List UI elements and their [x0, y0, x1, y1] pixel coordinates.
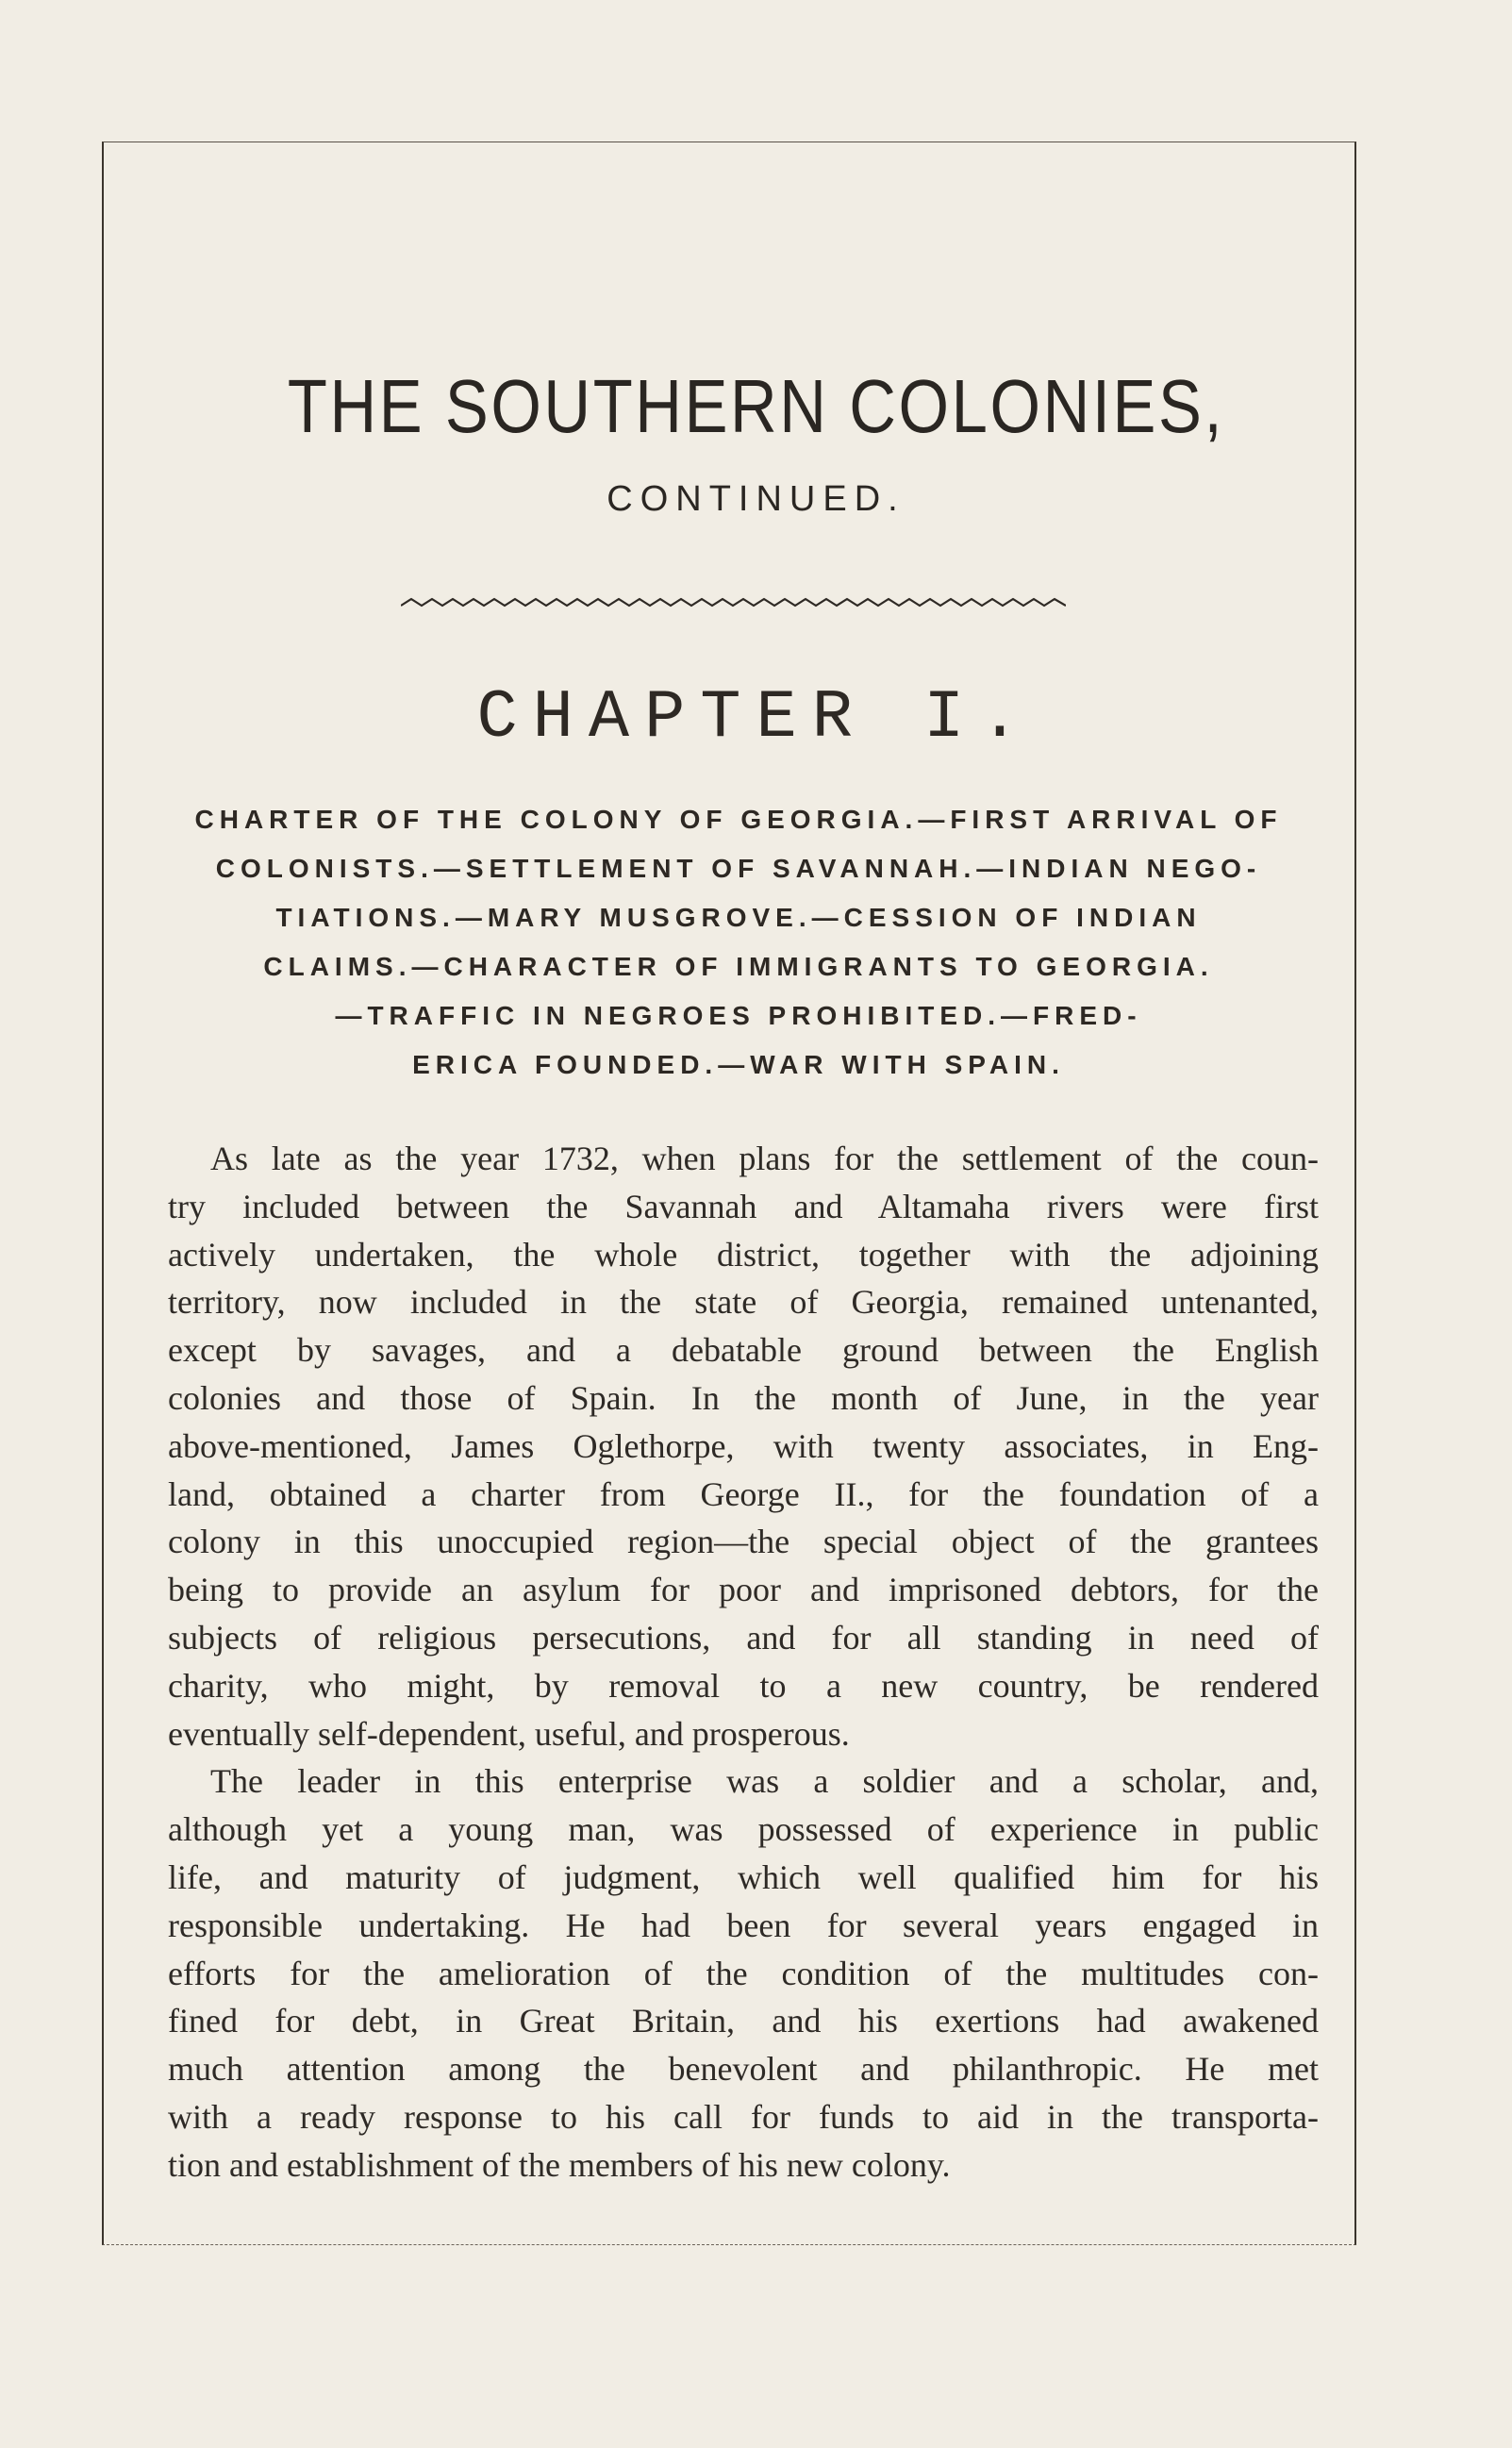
text-line: eventually self-dependent, useful, and prosperous. — [168, 1714, 850, 1753]
text-line: much attention among the benevolent and philanthropic. He met — [168, 2050, 1319, 2089]
page-title: THE SOUTHERN COLONIES, — [287, 364, 1225, 448]
paragraph-1 — [168, 1135, 1319, 1757]
text-line: fined for debt, in Great Britain, and his exertions had awakened — [168, 2002, 1319, 2040]
text-line: being to provide an asylum for poor and imprisoned debtors, for the — [168, 1571, 1319, 1609]
summary-line: CHARTER OF THE COLONY OF GEORGIA.—FIRST ARRIVAL OF — [194, 805, 1283, 834]
text-line: although yet a young man, was possessed of experience in public — [168, 1810, 1319, 1849]
text-line: subjects of religious persecutions, and for all standing in need of — [168, 1618, 1319, 1657]
text-line: land, obtained a charter from George II., for the foundation of a — [168, 1474, 1319, 1513]
summary-line: COLONISTS.—SETTLEMENT OF SAVANNAH.—INDIAN NEGO- — [215, 854, 1262, 883]
page-subtitle: CONTINUED. — [606, 479, 906, 519]
text-line: colony in this unoccupied region—the special object of the grantees — [168, 1523, 1319, 1561]
summary-line: —TRAFFIC IN NEGROES PROHIBITED.—FRED- — [335, 1001, 1142, 1030]
summary-line: CLAIMS.—CHARACTER OF IMMIGRANTS TO GEORGIA. — [263, 952, 1214, 981]
text-line: tion and establishment of the members of his new colony. — [168, 2145, 951, 2184]
body-text — [168, 1135, 1319, 2190]
text-line: efforts for the amelioration of the condition of the multitudes con- — [168, 1954, 1319, 1992]
chapter-summary — [158, 795, 1319, 1090]
text-line: life, and maturity of judgment, which well qualified him for his — [168, 1857, 1319, 1896]
chapter-heading: CHAPTER I. — [476, 679, 1036, 757]
ornament-divider — [401, 594, 1066, 615]
paragraph-2 — [168, 1757, 1319, 2189]
text-line: responsible undertaking. He had been for several years engaged in — [168, 1906, 1319, 1944]
text-line: above-mentioned, James Oglethorpe, with twenty associates, in Eng- — [168, 1426, 1319, 1465]
text-line: charity, who might, by removal to a new country, be rendered — [168, 1666, 1319, 1705]
text-line: except by savages, and a debatable ground between the English — [168, 1331, 1319, 1370]
text-line: colonies and those of Spain. In the month of June, in the year — [168, 1378, 1319, 1417]
text-line: As late as the year 1732, when plans for the settlement of the coun- — [210, 1140, 1319, 1177]
text-line: try included between the Savannah and Altamaha rivers were first — [168, 1187, 1319, 1225]
text-line: The leader in this enterprise was a soldier and a scholar, and, — [210, 1762, 1319, 1801]
text-line: with a ready response to his call for funds to aid in the transporta- — [168, 2097, 1319, 2136]
summary-line: ERICA FOUNDED.—WAR WITH SPAIN. — [412, 1050, 1065, 1079]
text-line: territory, now included in the state of Georgia, remained untenanted, — [168, 1283, 1319, 1322]
summary-line: TIATIONS.—MARY MUSGROVE.—CESSION OF INDIAN — [275, 903, 1202, 932]
text-line: actively undertaken, the whole district, together with the adjoining — [168, 1235, 1319, 1274]
